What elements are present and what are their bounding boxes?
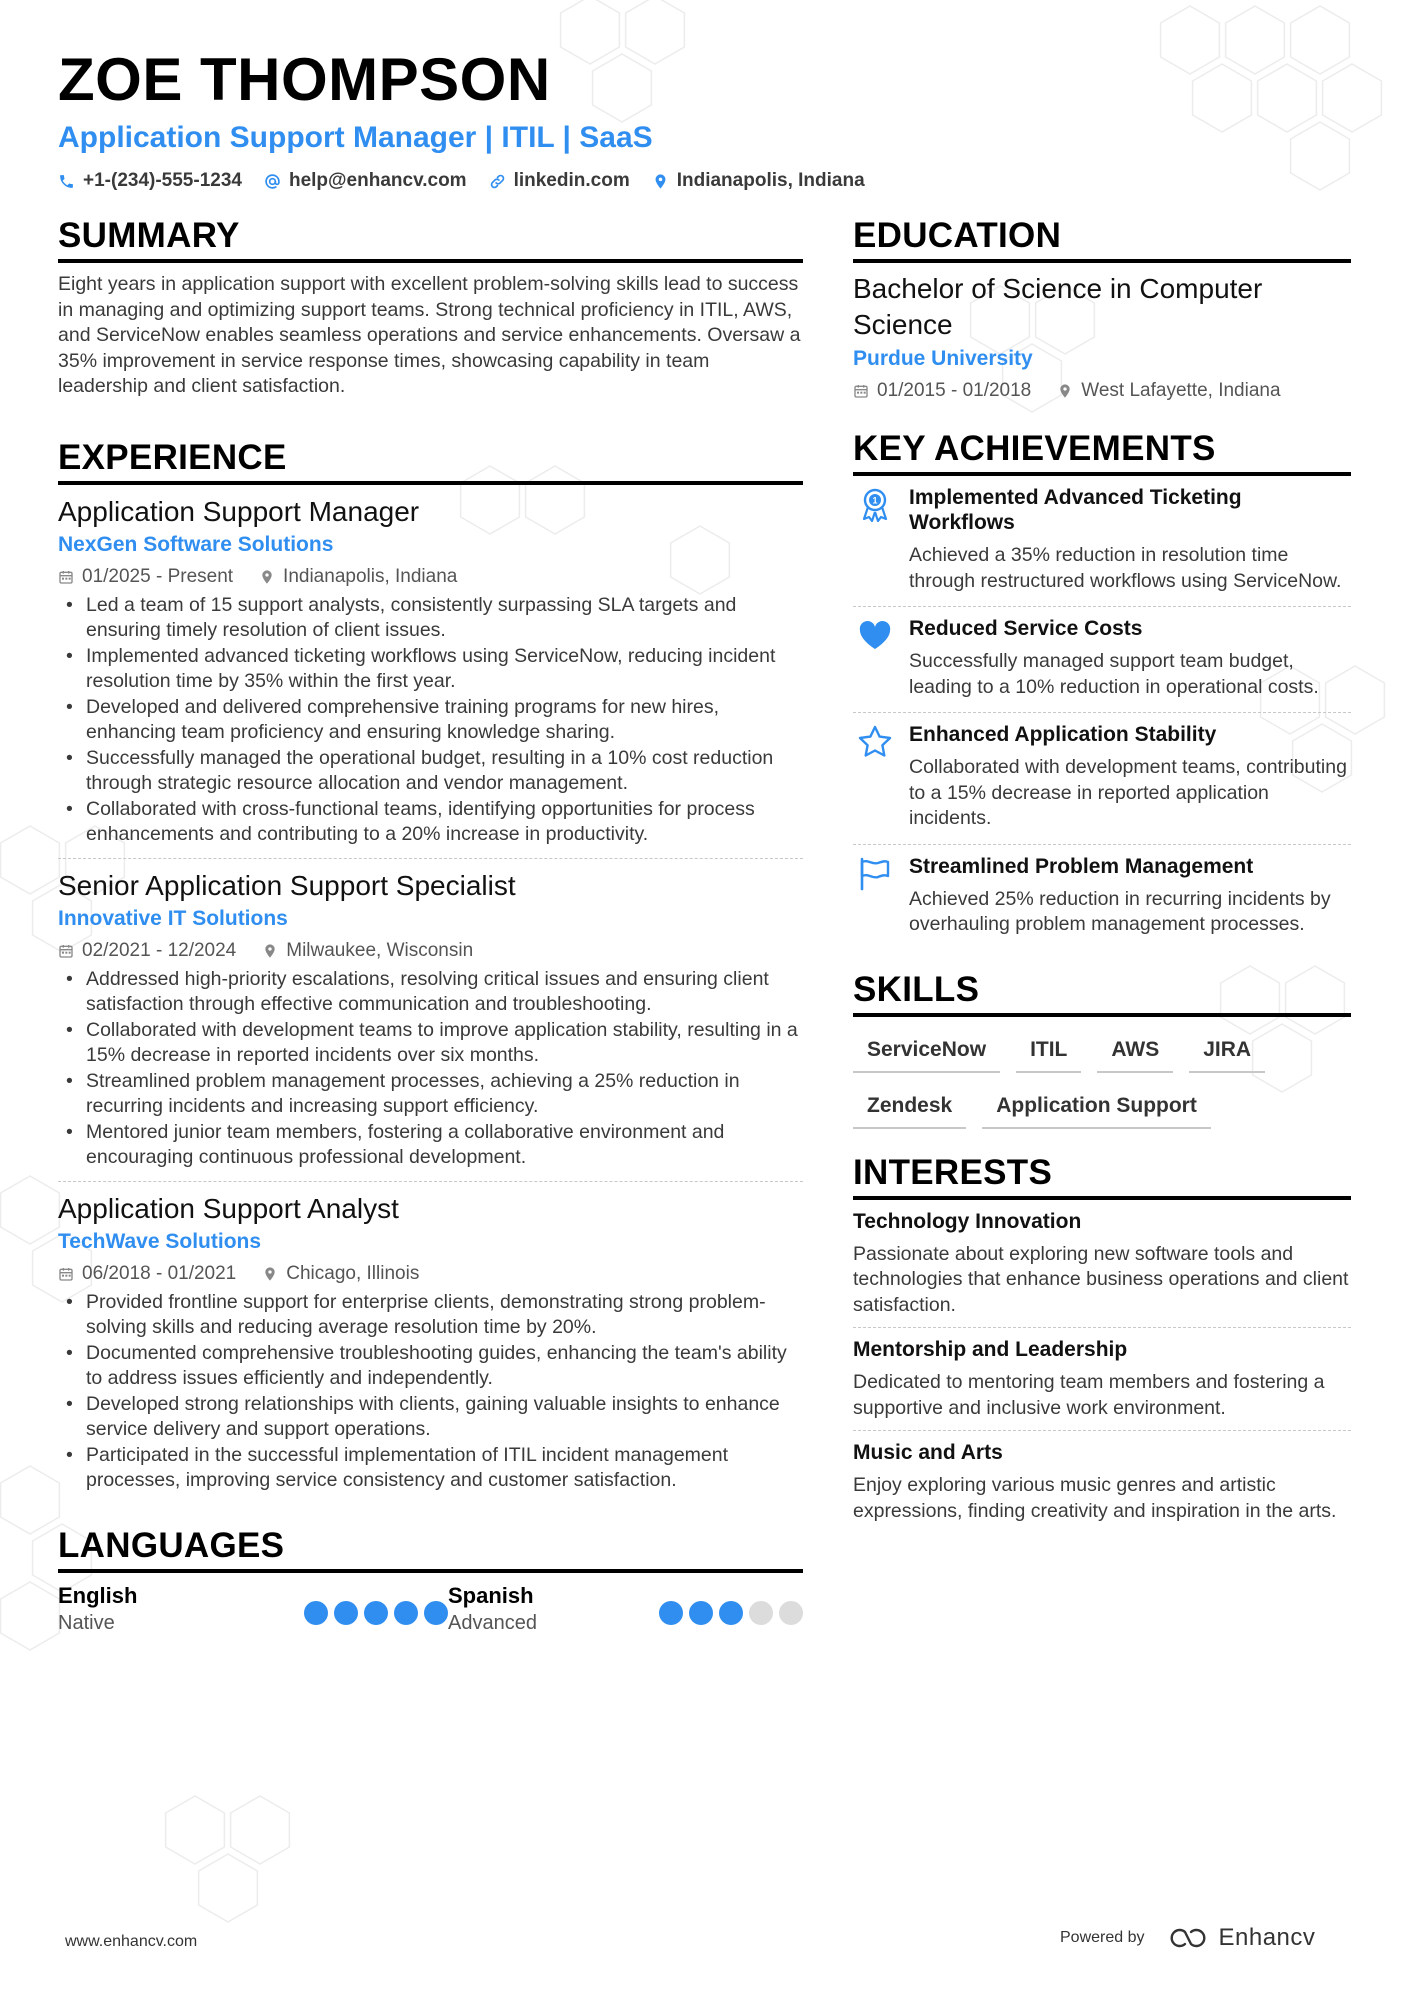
rating-dot-empty bbox=[779, 1601, 803, 1625]
enhancv-logo-icon bbox=[1165, 1926, 1211, 1950]
enhancv-logo[interactable] bbox=[1165, 1924, 1316, 1952]
calendar-icon bbox=[58, 943, 74, 959]
job-location bbox=[262, 939, 473, 963]
skills-section bbox=[853, 970, 1351, 1129]
job-dates bbox=[58, 939, 236, 963]
language-level: Advanced bbox=[448, 1611, 537, 1634]
location-pin-icon bbox=[652, 173, 669, 190]
job-bullet: • Documented comprehensive troubleshooting guides, enhancing the team's ability to address issues efficiently and independently. bbox=[58, 1341, 803, 1392]
contact-email[interactable] bbox=[264, 170, 467, 192]
contact-linkedin-text: linkedin.com bbox=[513, 170, 630, 191]
language-name: English bbox=[58, 1582, 138, 1608]
rating-dot-empty bbox=[749, 1601, 773, 1625]
rating-dot-filled bbox=[424, 1601, 448, 1625]
flag-icon bbox=[857, 856, 893, 892]
interests-heading: INTERESTS bbox=[853, 1153, 1351, 1200]
interest-description: Dedicated to mentoring team members and fostering a supportive and inclusive work environment. bbox=[853, 1371, 1325, 1419]
languages-section bbox=[58, 1526, 803, 1637]
job-location-text: Indianapolis, Indiana bbox=[283, 565, 458, 587]
job-meta bbox=[58, 1262, 803, 1286]
language-level: Native bbox=[58, 1611, 115, 1634]
job-bullet: • Collaborated with cross-functional teams, identifying opportunities for process enhancements and contributing to a 20% increase in productivity. bbox=[58, 797, 803, 848]
job-meta bbox=[58, 565, 803, 589]
skills-heading: SKILLS bbox=[853, 970, 1351, 1017]
achievements-heading: KEY ACHIEVEMENTS bbox=[853, 429, 1351, 476]
rating-dot-filled bbox=[719, 1601, 743, 1625]
job-dates-text: 01/2025 - Present bbox=[82, 565, 234, 587]
rating-dot-filled bbox=[689, 1601, 713, 1625]
location-pin-icon bbox=[1057, 383, 1073, 399]
job-bullet: • Addressed high-priority escalations, resolving critical issues and ensuring client satisfaction through effective communication and troubleshooting. bbox=[58, 967, 803, 1018]
interest-item bbox=[853, 1328, 1351, 1431]
education-meta bbox=[853, 379, 1351, 403]
education-school: Purdue University bbox=[853, 347, 1033, 370]
contact-location-text: Indianapolis, Indiana bbox=[676, 170, 865, 191]
language-rating bbox=[304, 1601, 448, 1637]
phone-icon bbox=[58, 173, 75, 190]
job-location-text: Milwaukee, Wisconsin bbox=[286, 939, 474, 961]
interest-description: Enjoy exploring various music genres and artistic expressions, finding creativity and inspiration in the arts. bbox=[853, 1474, 1337, 1522]
job-role: Application Support Analyst bbox=[58, 1192, 399, 1224]
job-location bbox=[262, 1262, 419, 1286]
language-text bbox=[58, 1583, 137, 1637]
right-column bbox=[853, 216, 1351, 1533]
location-pin-icon bbox=[262, 1266, 278, 1282]
education-degree: Bachelor of Science in Computer Science bbox=[853, 273, 1263, 340]
job-location bbox=[259, 565, 457, 589]
job-dates bbox=[58, 1262, 236, 1286]
job-bullet: • Successfully managed the operational budget, resulting in a 10% cost reduction through strategic resource allocation and vendor management. bbox=[58, 746, 803, 797]
award-ribbon-icon bbox=[857, 487, 893, 523]
skill-tag: ITIL bbox=[1016, 1031, 1081, 1073]
education-section bbox=[853, 216, 1351, 403]
job-bullet: • Streamlined problem management processes, achieving a 25% reduction in recurring incidents and increasing support efficiency. bbox=[58, 1069, 803, 1120]
rating-dot-filled bbox=[334, 1601, 358, 1625]
svg-text:1: 1 bbox=[872, 495, 878, 506]
interests-section bbox=[853, 1153, 1351, 1534]
skill-tag: AWS bbox=[1097, 1031, 1173, 1073]
education-dates-text: 01/2015 - 01/2018 bbox=[877, 380, 1032, 401]
interest-item bbox=[853, 1431, 1351, 1533]
contact-list bbox=[58, 170, 1358, 192]
achievement-item bbox=[853, 845, 1351, 950]
contact-phone[interactable] bbox=[58, 170, 242, 192]
language-list bbox=[58, 1583, 803, 1637]
interest-list bbox=[853, 1200, 1351, 1534]
footer-branding bbox=[1060, 1924, 1315, 1952]
rating-dot-filled bbox=[364, 1601, 388, 1625]
achievement-description: Collaborated with development teams, contributing to a 15% decrease in reported application incidents. bbox=[909, 756, 1347, 829]
calendar-icon bbox=[58, 1266, 74, 1282]
footer-website[interactable]: www.enhancv.com bbox=[65, 1933, 198, 1950]
rating-dot-filled bbox=[394, 1601, 418, 1625]
job-bullet: • Developed strong relationships with clients, gaining valuable insights to enhance service delivery and support operations. bbox=[58, 1392, 803, 1443]
job-bullet: • Provided frontline support for enterprise clients, demonstrating strong problem-solving skills and reducing average resolution time by 20%. bbox=[58, 1290, 803, 1341]
summary-heading: SUMMARY bbox=[58, 216, 803, 263]
job-entry bbox=[58, 1182, 803, 1504]
job-company[interactable]: NexGen Software Solutions bbox=[58, 532, 334, 556]
job-company[interactable]: Innovative IT Solutions bbox=[58, 906, 288, 930]
summary-section bbox=[58, 216, 803, 400]
achievement-title: Streamlined Problem Management bbox=[909, 854, 1254, 878]
heart-icon bbox=[857, 618, 893, 654]
achievement-body bbox=[909, 616, 1351, 700]
achievement-icon bbox=[853, 722, 897, 832]
candidate-name: ZOE THOMPSON bbox=[58, 46, 551, 113]
contact-location bbox=[652, 170, 865, 192]
summary-text: Eight years in application support with excellent problem-solving skills lead to success in managing and optimizing support teams. Strong technical proficiency in ITIL, AWS, and ServiceNow enables seamless operations and service enhancements. Oversaw a 35% improvement in service response times, showcasing capability in team leadership and client satisfaction. bbox=[58, 273, 801, 397]
job-dates bbox=[58, 565, 233, 589]
job-bullet: • Implemented advanced ticketing workflows using ServiceNow, reducing incident resolution time by 35% within the first year. bbox=[58, 644, 803, 695]
skill-list bbox=[853, 1031, 1351, 1129]
job-bullet: • Led a team of 15 support analysts, consistently surpassing SLA targets and ensuring timely resolution of client issues. bbox=[58, 593, 803, 644]
language-rating bbox=[659, 1601, 803, 1637]
achievement-icon bbox=[853, 616, 897, 700]
rating-dot-filled bbox=[659, 1601, 683, 1625]
achievement-body bbox=[909, 854, 1351, 938]
job-company[interactable]: TechWave Solutions bbox=[58, 1229, 262, 1253]
achievement-item bbox=[853, 713, 1351, 845]
job-entry bbox=[58, 485, 803, 859]
location-pin-icon bbox=[259, 569, 275, 585]
language-text bbox=[448, 1583, 537, 1637]
powered-by-label: Powered by bbox=[1060, 1929, 1145, 1946]
job-meta bbox=[58, 939, 803, 963]
job-bullet-list bbox=[58, 593, 803, 848]
achievement-title: Reduced Service Costs bbox=[909, 617, 1143, 640]
job-role: Senior Application Support Specialist bbox=[58, 869, 516, 901]
job-bullet: • Collaborated with development teams to improve application stability, resulting in a 15% decrease in reported incidents over six months. bbox=[58, 1018, 803, 1069]
skill-tag: JIRA bbox=[1189, 1031, 1265, 1073]
candidate-title: Application Support Manager | ITIL | SaaS bbox=[58, 121, 653, 154]
skill-tag: Application Support bbox=[982, 1087, 1211, 1129]
skill-tag: Zendesk bbox=[853, 1087, 966, 1129]
education-location-text: West Lafayette, Indiana bbox=[1081, 380, 1281, 401]
interest-item bbox=[853, 1200, 1351, 1329]
job-list bbox=[58, 485, 803, 1504]
enhancv-logo-text: Enhancv bbox=[1218, 1924, 1316, 1951]
at-icon bbox=[264, 173, 281, 190]
education-dates bbox=[853, 379, 1031, 403]
interest-title: Mentorship and Leadership bbox=[853, 1338, 1128, 1361]
link-icon bbox=[489, 173, 506, 190]
calendar-icon bbox=[58, 569, 74, 585]
left-column bbox=[58, 216, 803, 1637]
interest-title: Technology Innovation bbox=[853, 1209, 1082, 1233]
experience-section bbox=[58, 438, 803, 1504]
achievement-description: Successfully managed support team budget, leading to a 10% reduction in operational costs. bbox=[909, 650, 1319, 698]
job-bullet: • Mentored junior team members, fostering a collaborative environment and encouraging continuous professional development. bbox=[58, 1120, 803, 1171]
job-role: Application Support Manager bbox=[58, 495, 420, 527]
experience-heading: EXPERIENCE bbox=[58, 438, 803, 485]
job-dates-text: 02/2021 - 12/2024 bbox=[82, 939, 237, 961]
star-icon bbox=[857, 724, 893, 760]
achievement-icon bbox=[853, 485, 897, 594]
achievement-body bbox=[909, 722, 1351, 832]
achievement-description: Achieved a 35% reduction in resolution time through restructured workflows using ServiceNow. bbox=[909, 544, 1342, 592]
achievements-section bbox=[853, 429, 1351, 950]
interest-title: Music and Arts bbox=[853, 1441, 1003, 1464]
contact-linkedin[interactable] bbox=[489, 170, 630, 192]
achievement-item bbox=[853, 476, 1351, 607]
education-heading: EDUCATION bbox=[853, 216, 1351, 263]
language-item bbox=[58, 1583, 448, 1637]
achievement-title: Implemented Advanced Ticketing Workflows bbox=[909, 486, 1242, 534]
location-pin-icon bbox=[262, 943, 278, 959]
achievement-item bbox=[853, 607, 1351, 713]
contact-email-text: help@enhancv.com bbox=[288, 170, 467, 191]
achievement-list bbox=[853, 476, 1351, 950]
achievement-body bbox=[909, 485, 1351, 594]
calendar-icon bbox=[853, 383, 869, 399]
job-location-text: Chicago, Illinois bbox=[286, 1262, 420, 1284]
job-bullet-list bbox=[58, 1290, 803, 1494]
header bbox=[58, 46, 1358, 192]
job-bullet-list bbox=[58, 967, 803, 1171]
rating-dot-filled bbox=[304, 1601, 328, 1625]
job-bullet: • Participated in the successful implementation of ITIL incident management processes, improving service consistency and customer satisfaction. bbox=[58, 1443, 803, 1494]
achievement-title: Enhanced Application Stability bbox=[909, 723, 1217, 746]
achievement-description: Achieved 25% reduction in recurring incidents by overhauling problem management processes. bbox=[909, 887, 1331, 935]
job-bullet: • Developed and delivered comprehensive training programs for new hires, enhancing team proficiency and ensuring knowledge sharing. bbox=[58, 695, 803, 746]
job-entry bbox=[58, 859, 803, 1182]
skill-tag: ServiceNow bbox=[853, 1031, 1000, 1073]
job-dates-text: 06/2018 - 01/2021 bbox=[82, 1262, 237, 1284]
interest-description: Passionate about exploring new software tools and technologies that enhance business operations and client satisfaction. bbox=[853, 1242, 1349, 1316]
languages-heading: LANGUAGES bbox=[58, 1526, 803, 1573]
achievement-icon bbox=[853, 854, 897, 938]
education-location bbox=[1057, 379, 1280, 403]
language-name: Spanish bbox=[448, 1582, 534, 1608]
language-item bbox=[448, 1583, 803, 1637]
contact-phone-text: +1-(234)-555-1234 bbox=[83, 170, 242, 191]
